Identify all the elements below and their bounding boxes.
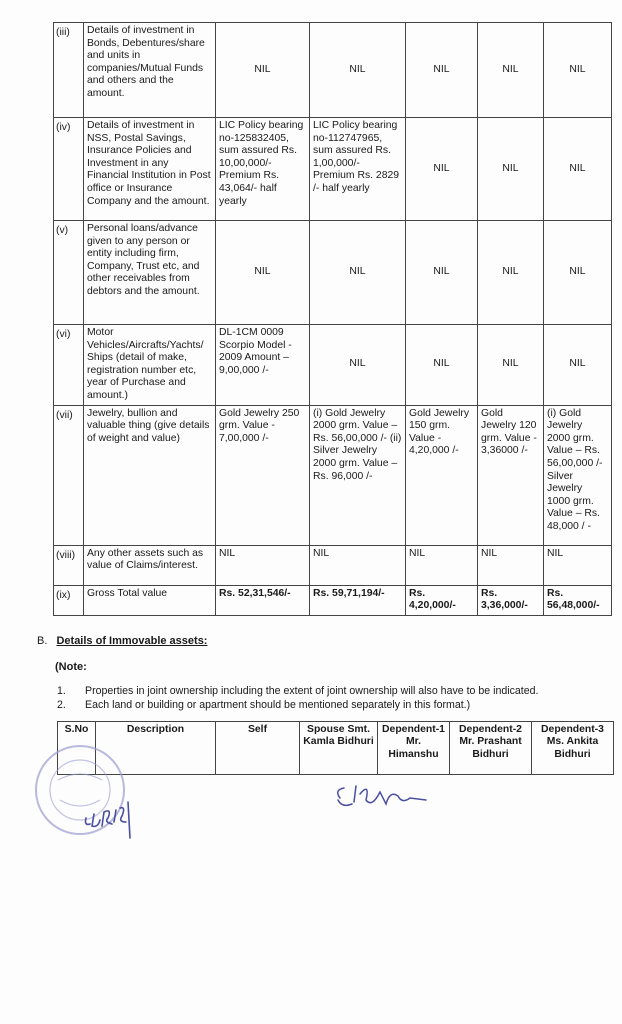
- row-number: (viii): [54, 545, 84, 585]
- cell-dependent-1: NIL: [406, 23, 478, 118]
- cell-spouse: Rs. 59,71,194/-: [310, 585, 406, 615]
- cell-dependent-2: NIL: [478, 545, 544, 585]
- section-b-heading: [37, 635, 207, 647]
- cell-spouse: NIL: [310, 545, 406, 585]
- cell-dependent-1: NIL: [406, 325, 478, 406]
- cell-self: NIL: [216, 23, 310, 118]
- row-number: (vii): [54, 405, 84, 545]
- row-number: (iii): [54, 23, 84, 118]
- note-item-text: Properties in joint ownership including the extent of joint ownership will also have to be indicated.: [85, 685, 539, 697]
- signature: [330, 778, 440, 818]
- cell-spouse: NIL: [310, 221, 406, 325]
- movable-assets-table: [53, 22, 612, 616]
- cell-dependent-3: (i) Gold Jewelry 2000 grm. Value – Rs. 56,00,000 /- Silver Jewelry 1000 grm. Value – Rs. 48,000 / -: [544, 405, 612, 545]
- header-spouse: Spouse Smt. Kamla Bidhuri: [300, 722, 378, 775]
- cell-dependent-2: Gold Jewelry 120 grm. Value - 3,36000 /-: [478, 405, 544, 545]
- cell-spouse: NIL: [310, 23, 406, 118]
- note-item: [57, 699, 470, 711]
- note-item: [57, 685, 538, 697]
- header-dependent-1: Dependent-1 Mr. Himanshu: [378, 722, 450, 775]
- note-item-text: Each land or building or apartment should be mentioned separately in this format.): [85, 699, 471, 711]
- section-label: B.: [37, 635, 48, 647]
- cell-dependent-3: NIL: [544, 325, 612, 406]
- note-item-number: 2.: [57, 699, 66, 711]
- row-number: (v): [54, 221, 84, 325]
- cell-dependent-1: Gold Jewelry 150 grm. Value - 4,20,000 /-: [406, 405, 478, 545]
- row-description: Gross Total value: [84, 585, 216, 615]
- header-dependent-2: Dependent-2 Mr. Prashant Bidhuri: [450, 722, 532, 775]
- cell-self: LIC Policy bearing no-125832405, sum assured Rs. 10,00,000/- Premium Rs. 43,064/- half yearly: [216, 118, 310, 221]
- row-description: Jewelry, bullion and valuable thing (give details of weight and value): [84, 405, 216, 545]
- cell-dependent-2: NIL: [478, 221, 544, 325]
- cell-dependent-2: NIL: [478, 23, 544, 118]
- row-description: Details of investment in NSS, Postal Savings, Insurance Policies and Investment in any Financial Institution in Post office or Insurance Company and the amount.: [84, 118, 216, 221]
- header-description: Description: [96, 722, 216, 775]
- cell-spouse: (i) Gold Jewelry 2000 grm. Value – Rs. 56,00,000 /- (ii) Silver Jewelry 2000 grm. Value – Rs. 96,000 /-: [310, 405, 406, 545]
- cell-self: DL-1CM 0009 Scorpio Model - 2009 Amount – 9,00,000 /-: [216, 325, 310, 406]
- cell-dependent-3: Rs. 56,48,000/-: [544, 585, 612, 615]
- cell-dependent-1: NIL: [406, 221, 478, 325]
- cell-dependent-3: NIL: [544, 545, 612, 585]
- row-description: Motor Vehicles/Aircrafts/Yachts/ Ships (detail of make, registration number etc, year of Purchase and amount.): [84, 325, 216, 406]
- row-description: Details of investment in Bonds, Debentures/share and units in companies/Mutual Funds and others and the amount.: [84, 23, 216, 118]
- cell-dependent-1: Rs. 4,20,000/-: [406, 585, 478, 615]
- header-self: Self: [216, 722, 300, 775]
- cell-self: Rs. 52,31,546/-: [216, 585, 310, 615]
- cell-dependent-2: Rs. 3,36,000/-: [478, 585, 544, 615]
- table-row: [54, 23, 612, 118]
- table-row: [54, 221, 612, 325]
- cell-self: NIL: [216, 221, 310, 325]
- cell-spouse: NIL: [310, 325, 406, 406]
- cell-dependent-1: NIL: [406, 545, 478, 585]
- cell-dependent-3: NIL: [544, 23, 612, 118]
- handwritten-initials: [78, 790, 148, 845]
- table-row: [54, 118, 612, 221]
- section-title: Details of Immovable assets:: [56, 635, 208, 647]
- header-sno: S.No: [58, 722, 96, 775]
- table-header-row: [58, 722, 614, 775]
- cell-dependent-2: NIL: [478, 118, 544, 221]
- cell-self: NIL: [216, 545, 310, 585]
- cell-dependent-1: NIL: [406, 118, 478, 221]
- row-number: (vi): [54, 325, 84, 406]
- cell-dependent-2: NIL: [478, 325, 544, 406]
- row-number: (ix): [54, 585, 84, 615]
- row-description: Personal loans/advance given to any person or entity including firm, Company, Trust etc, and other receivables from debtors and the amount.: [84, 221, 216, 325]
- note-heading: (Note:: [55, 661, 87, 673]
- cell-dependent-3: NIL: [544, 221, 612, 325]
- cell-spouse: LIC Policy bearing no-112747965, sum assured Rs. 1,00,000/- Premium Rs. 2829 /- half yearly: [310, 118, 406, 221]
- table-row: [54, 545, 612, 585]
- header-dependent-3: Dependent-3 Ms. Ankita Bidhuri: [532, 722, 614, 775]
- row-description: Any other assets such as value of Claims/interest.: [84, 545, 216, 585]
- cell-dependent-3: NIL: [544, 118, 612, 221]
- note-item-number: 1.: [57, 685, 66, 697]
- cell-self: Gold Jewelry 250 grm. Value - 7,00,000 /-: [216, 405, 310, 545]
- table-row: [54, 325, 612, 406]
- immovable-assets-table: [57, 721, 614, 775]
- table-row: [54, 405, 612, 545]
- row-number: (iv): [54, 118, 84, 221]
- table-row: [54, 585, 612, 615]
